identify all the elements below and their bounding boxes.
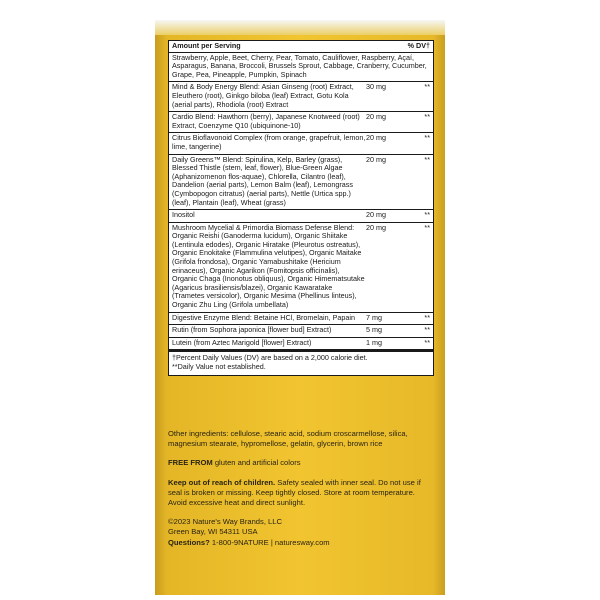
contact-line [168,538,432,548]
questions-heading: Questions? [168,537,210,547]
ingredient-dv: ** [424,82,430,92]
ingredient-amount: 5 mg [366,325,382,335]
facts-header [169,41,433,53]
free-from-statement [168,458,432,468]
contact-text: 1-800-9NATURE | naturesway.com [209,537,330,547]
ingredient-name: Digestive Enzyme Blend: Betaine HCl, Bromelain, Papain [172,312,355,322]
panel-shadow-right [433,35,445,595]
ingredient-name: Mushroom Mycelial & Primordia Biomass Defense Blend: Organic Reishi (Ganoderma lucidum), Organic Shiitake (Lentinula edodes), Organic Hiratake (Pleurotus ostreatus), Organic Enokitake (Flammulina velutipes), Organic Maitake (Grifola frondosa), Organic Yamabushitake (Hericium erinaceus), Organic Agarikon (Fomitopsis officinalis), Organic Chaga (Inonotus obliquus), Organic Himematsutake (Agaricus brasiliensis/blazei), Organic Kawaratake (Trametes versicolor), Organic Mesima (Phellinus linteus), Organic Zhu Ling (Grifola umbellata) [172,222,365,310]
other-ingredients: Other ingredients: cellulose, stearic acid, sodium croscarmellose, silica, magnesium stearate, hypromellose, gelatin, glycerin, brown rice [168,429,408,449]
not-established-footnote: **Daily Value not established. [172,362,266,371]
ingredient-name: Mind & Body Energy Blend: Asian Ginseng (root) Extract, Eleuthero (root), Ginkgo biloba (leaf) Extract, Gotu Kola (aerial parts), Rhodiola (root) Extract [172,82,354,109]
ingredient-name: Rutin (from Sophora japonica [flower bud] Extract) [172,325,332,335]
ingredient-name: Daily Greens™ Blend: Spirulina, Kelp, Barley (grass), Blessed Thistle (stem, leaf, flower), Blue-Green Algae (Aphanizomenon flos-aquae), Chlorella, Cilantro (leaf), Dandelion (aerial parts), Lemon Balm (leaf), Lemongrass (Cymbopogon citratus) (aerial parts), Nettle (Urtica spp.) (leaf), Plantain (leaf), Wheat (grass) [172,154,353,207]
facts-row [169,82,433,112]
panel-shadow-left [155,35,167,595]
free-from-text: gluten and artificial colors [212,458,301,468]
daily-value-footnote: †Percent Daily Values (DV) are based on a 2,000 calorie diet. [172,353,368,363]
ingredient-name: Cardio Blend: Hawthorn (berry), Japanese Knotweed (root) Extract, Coenzyme Q10 (ubiquinone-10) [172,112,360,130]
company-info [168,517,432,548]
warning-text: Safety sealed with inner seal. Do not use if seal is broken or missing. Keep tightly closed. Store at room temperature. Avoid excessive heat and direct sunlight. [168,477,421,508]
ingredient-amount: 7 mg [366,312,382,322]
free-from-heading: FREE FROM [168,458,213,468]
ingredient-dv: ** [424,133,430,143]
supplement-facts-table [168,40,434,376]
facts-row [169,112,433,133]
facts-row [169,53,433,83]
copyright-line: ©2023 Nature's Way Brands, LLC [168,517,282,527]
ingredient-dv: ** [424,337,430,347]
ingredient-dv: ** [424,154,430,164]
ingredient-dv: ** [424,210,430,220]
ingredient-amount: 20 mg [366,222,386,232]
facts-row [169,155,433,211]
facts-row [169,133,433,154]
ingredient-amount: 20 mg [366,210,386,220]
facts-row [169,313,433,326]
ingredient-amount: 20 mg [366,133,386,143]
facts-row [169,210,433,223]
ingredient-amount: 20 mg [366,112,386,122]
facts-row [169,223,433,313]
facts-row [169,338,433,353]
amount-per-serving-heading: Amount per Serving [172,41,241,50]
ingredient-amount: 30 mg [366,82,386,92]
ingredient-amount: 1 mg [366,337,382,347]
ingredient-name: Strawberry, Apple, Beet, Cherry, Pear, Tomato, Cauliflower, Raspberry, Açaí, Asparagus, Banana, Broccoli, Brussels Sprout, Cabbage, Cranberry, Cucumber, Grape, Pea, Pineapple, Pumpkin, Spinach [172,52,427,79]
daily-value-heading: % DV† [407,41,430,50]
ingredient-dv: ** [424,312,430,322]
address-line: Green Bay, WI 54311 USA [168,527,258,537]
facts-row [169,325,433,338]
label-lower-text [168,429,432,548]
ingredient-dv: ** [424,325,430,335]
ingredient-dv: ** [424,112,430,122]
ingredient-amount: 20 mg [366,154,386,164]
ingredient-dv: ** [424,222,430,232]
ingredient-name: Lutein (from Aztec Marigold [flower] Extract) [172,337,312,347]
warning-heading: Keep out of reach of children. [168,477,276,487]
warning-statement [168,478,432,509]
ingredient-name: Inositol [172,210,195,220]
ingredient-name: Citrus Bioflavonoid Complex (from orange, grapefruit, lemon, lime, tangerine) [172,133,366,151]
facts-footnotes [169,352,433,374]
